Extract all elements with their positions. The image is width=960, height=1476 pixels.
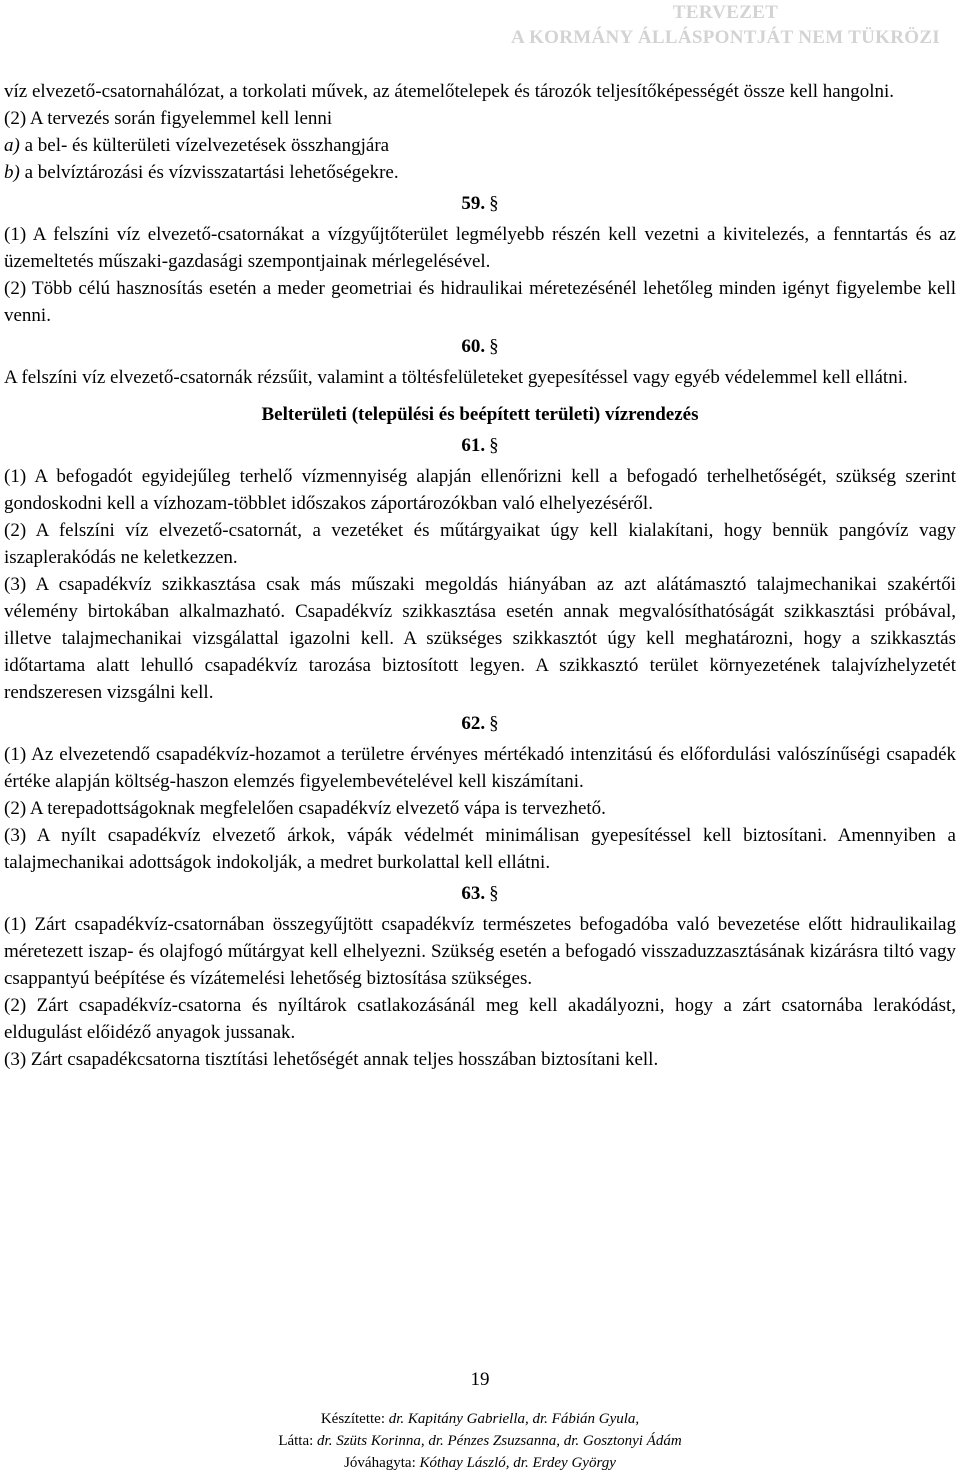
section-60-title (4, 333, 956, 360)
section-62-paragraph-3: (3) A nyílt csapadékvíz elvezető árkok, vápák védelmét minimálisan gyepesítéssel kell biztosítani. Amennyiben a talajmechanikai adottságok indokolják, a medret burkolattal kell ellátni. (4, 825, 956, 873)
prepared-names: dr. Kapitány Gabriella, dr. Fábián Gyula, (388, 1411, 640, 1427)
footer-approved-line (0, 1452, 960, 1474)
section-61-title (4, 432, 956, 459)
intro-paragraph-2: (2) A tervezés során figyelemmel kell lenni (4, 108, 333, 129)
point-letter-a: a) (4, 135, 20, 156)
section-59-paragraph-1: (1) A felszíni víz elvezető-csatornákat a vízgyűjtőterület legmélyebb részén kell vezetni a kivitelezés, a fenntartás és az üzemeltetés műszaki-gazdasági szempontjainak mérlegelésével. (4, 224, 956, 272)
seen-names: dr. Szüts Korinna, dr. Pénzes Zsuzsanna, dr. Gosztonyi Ádám (317, 1433, 682, 1449)
section-59-number: 59. (461, 193, 486, 214)
section-63-title (4, 880, 956, 907)
section-59-title (4, 190, 956, 217)
intro-paragraph-1: víz elvezető-csatornahálózat, a torkolati művek, az átemelőtelepek és tározók teljesítőképességét össze kell hangolni. (4, 81, 895, 102)
point-letter-b: b) (4, 162, 20, 183)
section-62-paragraph-2: (2) A terepadottságoknak megfelelően csapadékvíz elvezető vápa is tervezhető. (4, 798, 606, 819)
seen-label: Látta: (278, 1433, 318, 1449)
point-a-text: a bel- és külterületi vízelvezetések összhangjára (19, 135, 390, 156)
section-63-paragraph-3: (3) Zárt csapadékcsatorna tisztítási lehetőségét annak teljes hosszában biztosítani kell. (4, 1049, 659, 1070)
watermark-line-2: A KORMÁNY ÁLLÁSPONTJÁT NEM TÜKRÖZI (511, 27, 940, 48)
approved-label: Jóváhagyta: (344, 1455, 420, 1471)
watermark-line-1: TERVEZET (672, 2, 779, 23)
section-63-paragraph-2: (2) Zárt csapadékvíz-csatorna és nyíltárok csatlakozásánál meg kell akadályozni, hogy a zárt csatornába lerakódást, eldugulást előidéző anyagok jussanak. (4, 995, 956, 1043)
section-62-number: 62. (461, 713, 486, 734)
page-number: 19 (470, 1369, 490, 1390)
point-b-text: a belvíztározási és vízvisszatartási lehetőségekre. (19, 162, 399, 183)
section-sign: § (489, 336, 499, 357)
section-63-paragraph-1: (1) Zárt csapadékvíz-csatornában összegyűjtött csapadékvíz természetes befogadóba való bevezetése előtt hidraulikailag méretezett iszap- és olajfogó műtárgyat kell elhelyezni. Szükség esetén a befogadó visszaduzzasztásának kizárásra tiltó vagy csappantyú beépítése és vízátemelési lehetőség biztosítása szükséges. (4, 914, 956, 989)
section-63-number: 63. (461, 883, 486, 904)
intro-point-b (4, 159, 956, 186)
section-sign: § (489, 435, 499, 456)
section-61-paragraph-1: (1) A befogadót egyidejűleg terhelő vízmennyiség alapján ellenőrizni kell a befogadó terhelhetőségét, szükség szerint gondoskodni kell a vízhozam-többlet időszakos záportározókban való elhelyezéséről. (4, 466, 956, 514)
footer-seen-line (0, 1430, 960, 1452)
section-61-number: 61. (461, 435, 486, 456)
section-60-number: 60. (461, 336, 486, 357)
section-sign: § (489, 883, 499, 904)
draft-watermark (511, 0, 940, 50)
prepared-label: Készítette: (320, 1411, 389, 1427)
section-sign: § (489, 713, 499, 734)
intro-point-a (4, 132, 956, 159)
section-61-paragraph-2: (2) A felszíni víz elvezető-csatornát, a vezetéket és műtárgyaikat úgy kell kialakítani, hogy bennük pangóvíz vagy iszaplerakódás ne keletkezzen. (4, 520, 956, 568)
document-body (4, 78, 956, 1073)
approval-footer (0, 1408, 960, 1474)
section-62-paragraph-1: (1) Az elvezetendő csapadékvíz-hozamot a területre érvényes mértékadó intenzitású és előfordulási valószínűségi csapadék értéke alapján költség-haszon elemzés figyelembevételével kell kiszámítani. (4, 744, 956, 792)
footer-prepared-line (0, 1408, 960, 1430)
approved-names: Kóthay László, dr. Erdey György (419, 1455, 616, 1471)
section-62-title (4, 710, 956, 737)
chapter-heading: Belterületi (települési és beépített területi) vízrendezés (261, 404, 699, 425)
section-61-paragraph-3: (3) A csapadékvíz szikkasztása csak más műszaki megoldás hiányában az azt alátámasztó talajmechanikai szakértői vélemény birtokában alkalmazható. Csapadékvíz szikkasztása esetén annak megvalósíthatóságát szikkasztási próbával, illetve talajmechanikai vizsgálattal igazolni kell. A szükséges szikkasztót úgy kell meghatározni, hogy a szikkasztás időtartama alatt lehulló csapadékvíz tarozása biztosított legyen. A szikkasztó terület környezetének talajvízhelyzetét rendszeresen vizsgálni kell. (4, 574, 956, 703)
section-60-paragraph-1: A felszíni víz elvezető-csatornák rézsűit, valamint a töltésfelületeket gyepesítéssel vagy egyéb védelemmel kell ellátni. (4, 367, 908, 388)
section-sign: § (489, 193, 499, 214)
section-59-paragraph-2: (2) Több célú hasznosítás esetén a meder geometriai és hidraulikai méretezésénél lehetőleg minden igényt figyelembe kell venni. (4, 278, 956, 326)
